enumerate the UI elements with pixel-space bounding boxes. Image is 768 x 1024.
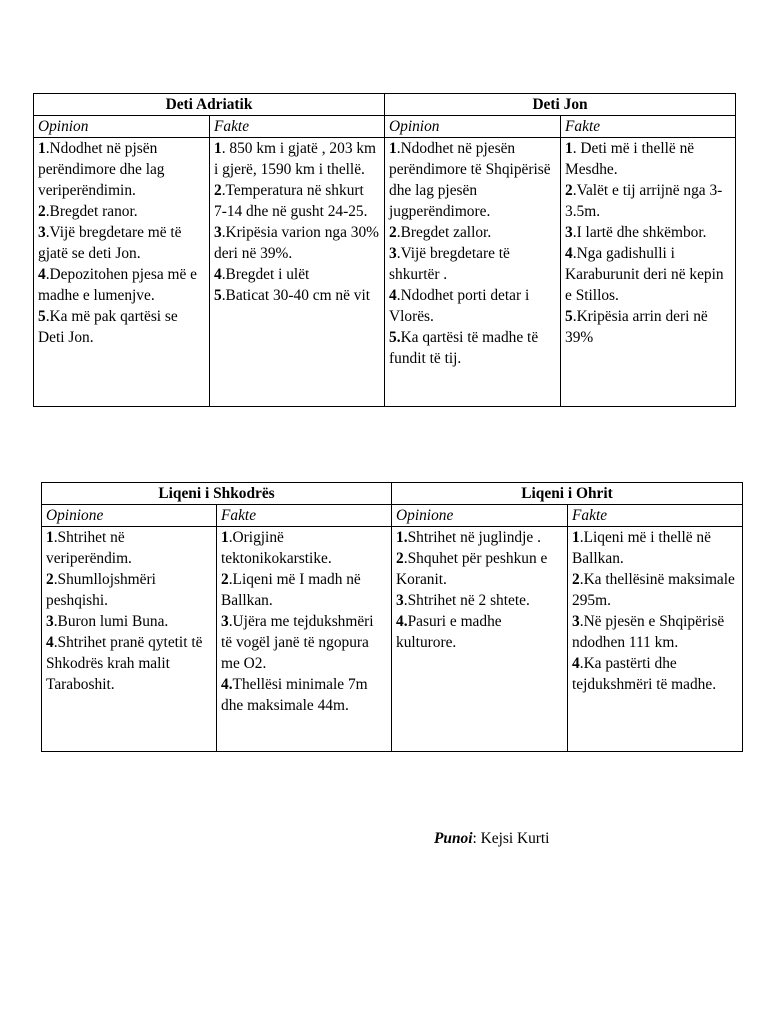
fakte-cell (568, 527, 743, 752)
column-header-fakte: Fakte (217, 505, 392, 527)
list-item (389, 285, 556, 327)
item-text: .Vijë bregdetare më të gjatë se deti Jon. (38, 224, 182, 262)
item-text: .Buron lumi Buna. (53, 613, 169, 630)
item-number: 3 (214, 224, 222, 241)
list-item (396, 590, 563, 611)
item-text: .Valët e tij arrijnë nga 3-3.5m. (565, 182, 723, 220)
opinion-cell (392, 527, 568, 752)
item-text: .Ujëra me tejdukshmëri të vogël janë të ngopura me O2. (221, 613, 374, 672)
item-text: .Temperatura në shkurt 7-14 dhe në gusht 24-25. (214, 182, 368, 220)
item-number: 5 (214, 287, 222, 304)
item-text: .Shtrihet pranë qytetit të Shkodrës krah malit Taraboshit. (46, 634, 203, 693)
list-item (396, 611, 563, 653)
item-number: 3 (572, 613, 580, 630)
list-item (46, 527, 212, 569)
fakte-cell (561, 138, 736, 407)
list-item (572, 569, 738, 611)
list-item (46, 632, 212, 695)
opinion-cell (34, 138, 210, 407)
item-text: .Shquhet për peshkun e Koranit. (396, 550, 548, 588)
seas-table (33, 93, 736, 407)
item-number: 2 (565, 182, 573, 199)
item-number: 2 (214, 182, 222, 199)
item-number: 5 (565, 308, 573, 325)
item-number: 4 (572, 655, 580, 672)
list-item (46, 611, 212, 632)
item-text: Thellësi minimale 7m dhe maksimale 44m. (221, 676, 368, 714)
item-number: 3 (565, 224, 573, 241)
section-title: Liqeni i Ohrit (392, 483, 743, 505)
item-text: .Ka pastërti dhe tejdukshmëri të madhe. (572, 655, 717, 693)
list-item (389, 222, 556, 243)
item-text: . Deti më i thellë në Mesdhe. (565, 140, 695, 178)
section-title: Liqeni i Shkodrës (42, 483, 392, 505)
list-item (565, 306, 731, 348)
list-item (214, 264, 380, 285)
item-text: .Kripësia arrin deri në 39% (565, 308, 708, 346)
item-text: . 850 km i gjatë , 203 km i gjerë, 1590 km i thellë. (214, 140, 377, 178)
signature-name: : Kejsi Kurti (472, 830, 550, 847)
item-text: .Bregdet i ulët (221, 266, 310, 283)
list-item (565, 243, 731, 306)
item-number: 2 (38, 203, 46, 220)
item-number: 1 (565, 140, 573, 157)
signature-label: Punoi (434, 830, 473, 847)
list-item (396, 548, 563, 590)
item-number: 4. (396, 613, 408, 630)
item-text: .Liqeni më i thellë në Ballkan. (572, 529, 711, 567)
list-item (389, 138, 556, 222)
list-item (38, 138, 205, 201)
item-number: 1 (38, 140, 46, 157)
item-number: 3 (46, 613, 54, 630)
item-text: .Shumllojshmëri peshqishi. (46, 571, 156, 609)
item-number: 3 (389, 245, 397, 262)
item-number: 1 (46, 529, 54, 546)
item-number: 3 (221, 613, 229, 630)
column-header-fakte: Fakte (568, 505, 743, 527)
item-text: .Bregdet zallor. (396, 224, 492, 241)
item-number: 4 (389, 287, 397, 304)
item-text: .Ndodhet në pjesën perëndimore të Shqipërisë dhe lag pjesën jugperëndimore. (389, 140, 551, 220)
list-item (214, 180, 380, 222)
list-item (38, 306, 205, 348)
list-item (221, 611, 387, 674)
fakte-cell (210, 138, 385, 407)
list-item (221, 527, 387, 569)
item-number: 1 (389, 140, 397, 157)
list-item (38, 264, 205, 306)
list-item (572, 653, 738, 695)
item-text: .Vijë bregdetare të shkurtër . (389, 245, 510, 283)
opinion-cell (42, 527, 217, 752)
section-title: Deti Jon (385, 94, 736, 116)
list-item (565, 222, 731, 243)
item-number: 4 (38, 266, 46, 283)
item-text: .Origjinë tektonikokarstike. (221, 529, 332, 567)
item-text: .Nga gadishulli i Karaburunit deri në kepin e Stillos. (565, 245, 724, 304)
item-text: Shtrihet në juglindje . (407, 529, 541, 546)
list-item (565, 180, 731, 222)
list-item (38, 201, 205, 222)
item-number: 1. (396, 529, 408, 546)
item-number: 2 (46, 571, 54, 588)
column-header-fakte: Fakte (210, 116, 385, 138)
item-text: .Baticat 30-40 cm në vit (221, 287, 371, 304)
item-number: 2 (221, 571, 229, 588)
item-number: 4. (221, 676, 233, 693)
fakte-cell (217, 527, 392, 752)
item-text: Ka qartësi të madhe të fundit të tij. (389, 329, 539, 367)
item-number: 2 (389, 224, 397, 241)
item-number: 1 (221, 529, 229, 546)
item-number: 3 (396, 592, 404, 609)
list-item (221, 674, 387, 716)
item-text: .Shtrihet në 2 shtete. (403, 592, 530, 609)
list-item (572, 527, 738, 569)
list-item (389, 327, 556, 369)
item-number: 2 (572, 571, 580, 588)
item-text: .Në pjesën e Shqipërisë ndodhen 111 km. (572, 613, 725, 651)
item-number: 2 (396, 550, 404, 567)
item-text: .Ka thellësinë maksimale 295m. (572, 571, 735, 609)
item-number: 4 (46, 634, 54, 651)
item-number: 4 (565, 245, 573, 262)
column-header-opinion: Opinion (34, 116, 210, 138)
item-text: .Kripësia varion nga 30% deri në 39%. (214, 224, 379, 262)
list-item (565, 138, 731, 180)
list-item (221, 569, 387, 611)
list-item (572, 611, 738, 653)
item-text: .Ka më pak qartësi se Deti Jon. (38, 308, 178, 346)
list-item (214, 222, 380, 264)
item-number: 1 (214, 140, 222, 157)
list-item (46, 569, 212, 611)
list-item (389, 243, 556, 285)
item-text: .Liqeni më I madh në Ballkan. (221, 571, 361, 609)
column-header-opinione: Opinione (392, 505, 568, 527)
column-header-fakte: Fakte (561, 116, 736, 138)
list-item (396, 527, 563, 548)
item-text: .Shtrihet në veriperëndim. (46, 529, 132, 567)
item-number: 4 (214, 266, 222, 283)
item-number: 3 (38, 224, 46, 241)
list-item (38, 222, 205, 264)
opinion-cell (385, 138, 561, 407)
signature (434, 828, 549, 849)
item-number: 1 (572, 529, 580, 546)
item-text: .Bregdet ranor. (45, 203, 138, 220)
item-text: .Depozitohen pjesa më e madhe e lumenjve. (38, 266, 197, 304)
item-text: .Ndodhet porti detar i Vlorës. (389, 287, 530, 325)
item-text: Pasuri e madhe kulturore. (396, 613, 502, 651)
column-header-opinion: Opinion (385, 116, 561, 138)
item-number: 5. (389, 329, 401, 346)
item-text: .Ndodhet në pjsën perëndimore dhe lag veriperëndimin. (38, 140, 165, 199)
lakes-table (41, 482, 743, 752)
list-item (214, 285, 380, 306)
section-title: Deti Adriatik (34, 94, 385, 116)
list-item (214, 138, 380, 180)
column-header-opinione: Opinione (42, 505, 217, 527)
item-number: 5 (38, 308, 46, 325)
item-text: .I lartë dhe shkëmbor. (572, 224, 707, 241)
